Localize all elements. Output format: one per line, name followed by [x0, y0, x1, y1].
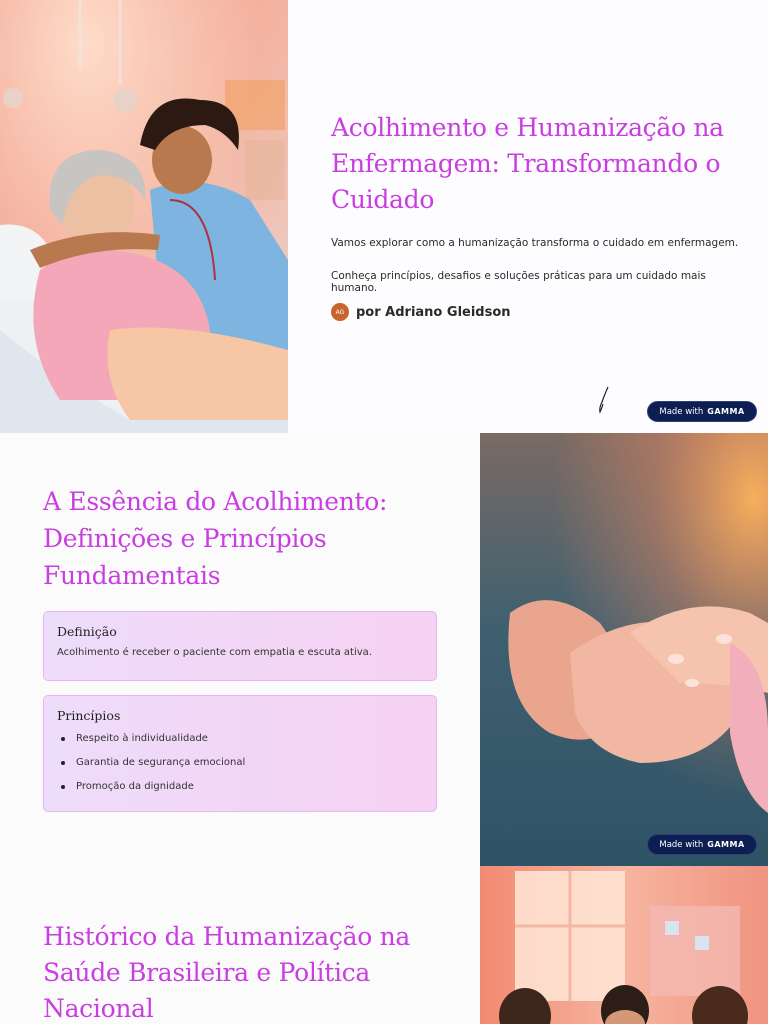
list-item: Garantia de segurança emocional: [57, 755, 423, 779]
section-title: Histórico da Humanização na Saúde Brasileira e Política Nacional: [43, 922, 411, 1023]
pen-stroke-mark: [596, 386, 612, 416]
definition-card: [43, 611, 437, 681]
list-item: Respeito à individualidade: [57, 731, 423, 755]
badge-prefix: Made with: [659, 839, 704, 850]
card-title: Princípios: [57, 708, 121, 723]
group-people-photo: [480, 866, 768, 1024]
principles-list: [57, 731, 423, 803]
principles-card: [43, 695, 437, 812]
lead-paragraph: Vamos explorar como a humanização transforma o cuidado em enfermagem.: [331, 237, 739, 249]
card-text: Acolhimento é receber o paciente com empatia e escuta ativa.: [57, 647, 372, 658]
slide-title: [0, 0, 768, 433]
slide-essence: [0, 433, 768, 866]
badge-prefix: Made with: [659, 406, 704, 417]
gamma-logo: GAMMA: [707, 840, 745, 849]
nurse-patient-photo: [0, 0, 288, 433]
made-with-gamma-badge[interactable]: [647, 834, 757, 855]
list-item: Promoção da dignidade: [57, 779, 423, 803]
author-byline: [331, 303, 511, 321]
card-title: Definição: [57, 624, 117, 639]
section-title: A Essência do Acolhimento: Definições e Princípios Fundamentais: [43, 487, 388, 590]
author-name: por Adriano Gleidson: [356, 304, 511, 320]
page-title: Acolhimento e Humanização na Enfermagem: Transformando o Cuidado: [331, 113, 724, 214]
made-with-gamma-badge[interactable]: [647, 401, 757, 422]
lead-paragraph: Conheça princípios, desafios e soluções práticas para um cuidado mais humano.: [331, 270, 706, 294]
holding-hands-photo: [480, 433, 768, 866]
slide-history: [0, 866, 768, 1024]
gamma-logo: GAMMA: [707, 407, 745, 416]
avatar: AG: [331, 303, 349, 321]
